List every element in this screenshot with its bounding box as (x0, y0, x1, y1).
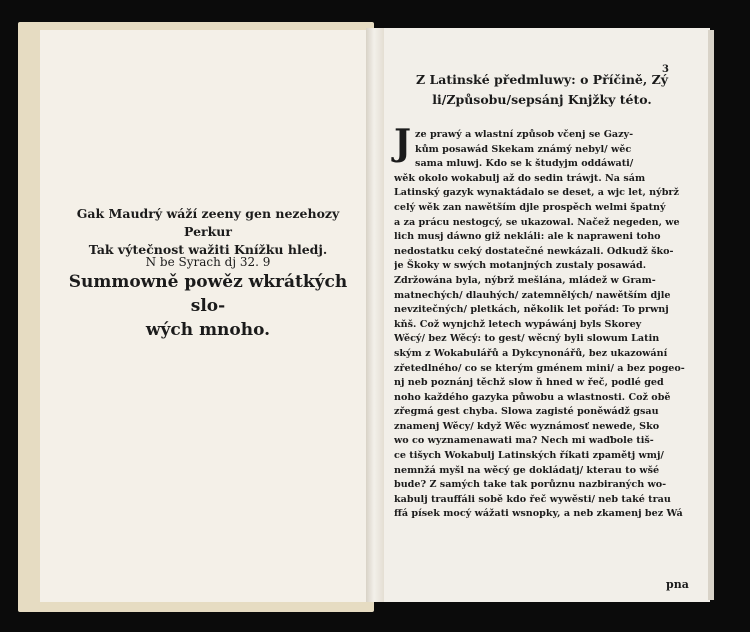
catchword: pna (666, 578, 689, 591)
body-line: je Škoky w swých motanjných zustaly posawád. (394, 260, 647, 272)
motto (58, 205, 358, 259)
body-line: wěk okolo wokabulj až do sedin tráwjt. Na sám (394, 172, 646, 184)
body-line: ze prawý a wlastní způsob včenj se Gazy- (415, 129, 634, 140)
body-line: Wěcý/ bez Wěcý: to gest/ wěcný byli slowum Latin (394, 333, 660, 345)
body-text (394, 122, 694, 522)
body-line: ffá písek mocý wážati wsnopky, a neb zkamenj bez Wá (394, 508, 683, 520)
motto-line: Tak výtečnost wažiti Knížku hledj. (88, 242, 328, 257)
body-line: a za prácu nestogcý, se ukazowal. Načež negeden, we (394, 216, 680, 228)
body-line: matnechých/ dlauhých/ zatemnělých/ nawětším djle (394, 289, 671, 301)
heading-line: li/Způsobu/sepsánj Knjžky této. (432, 92, 652, 107)
body-line: sama mluwj. Kdo se k študyjm oddáwati/ (415, 158, 634, 170)
body-line: kům posawád Skekam známý nebyl/ wěc (415, 143, 632, 155)
maxim (58, 270, 358, 342)
body-line: nevzitečných/ pletkách, několik let pořád: To prwnj (394, 304, 669, 316)
drop-cap: J (394, 122, 412, 164)
page-edge (708, 30, 714, 600)
body-line: nj neb poznánj těchž slow ň hned w řeč, podlé ged (394, 377, 664, 389)
body-line: celý wěk zan nawětším djle prospěch welmi špatný (394, 201, 666, 213)
body-line: lich musj dáwno giž nekláli: ale k napraweni toho (394, 231, 661, 243)
body-line: nemnžá myšl na wěcý ge dokládatj/ kterau to wšé (394, 464, 660, 476)
body-line: kňš. Což wynjchž letech wypáwánj byls Skorey (394, 318, 642, 330)
body-line: Latinský gazyk wynaktádalo se deset, a wjc let, nýbrž (394, 187, 679, 199)
bible-reference: N be Syrach dj 32. 9 (145, 255, 271, 269)
body-line: znamenj Wěcy/ když Wěc wyznámosť newede, Sko (394, 420, 660, 432)
maxim-line: wých mnoho. (145, 320, 271, 340)
body-line: ským z Wokabulářů a Dykcynonářů, bez ukazowání (394, 347, 668, 359)
page-number: 3 (662, 64, 669, 75)
motto-line: Gak Maudrý wáží zeeny gen nezehozy Perkur (76, 206, 340, 239)
body-line: noho každého gazyka půwobu a wlastnosti. Což obě (394, 391, 671, 403)
body-line: kabulj trauffáli sobě kdo řeč wywěsti/ neb také trau (394, 493, 671, 505)
body-line: nedostatku ceký dostatečné newkázali. Odkudž ško- (394, 245, 674, 257)
chapter-heading (392, 70, 692, 110)
heading-line: Z Latinské předmluwy: o Příčině, Zý (416, 72, 668, 87)
body-line: wo co wyznamenawati ma? Nech mi waďbole tiš- (394, 435, 654, 447)
body-line: Zdržowána byla, nýbrž mešlána, mládež w Gram- (394, 274, 656, 286)
body-line: zřetedlného/ co se kterým gménem mini/ a bez pogeo- (394, 362, 685, 374)
book-gutter (366, 28, 384, 602)
body-line: zřegmá gest chyba. Slowa zagisté poněwádž gsau (394, 406, 659, 418)
maxim-line: Summowně powěz wkrátkých slo- (68, 272, 348, 316)
body-line: ce tišych Wokabulj Latinských říkati zpamětj wmj/ (394, 450, 664, 462)
body-line: bude? Z samých take tak porůznu nazbiraných wo- (394, 479, 667, 491)
